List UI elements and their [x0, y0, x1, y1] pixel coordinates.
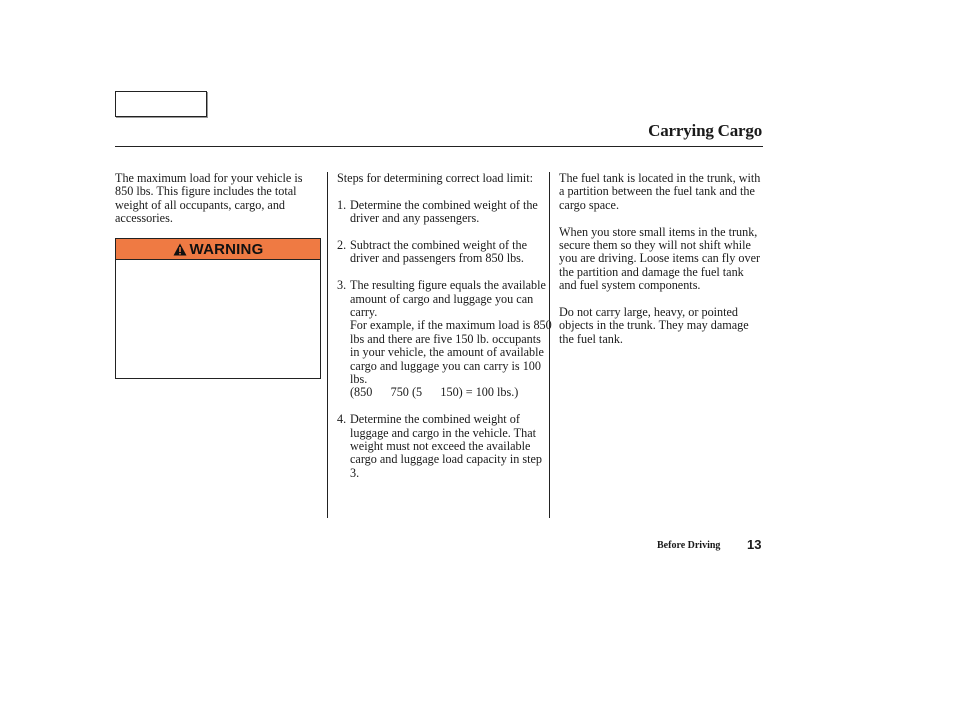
steps-intro: Steps for determining correct load limit:	[337, 171, 533, 185]
fuel-tank-paragraph: The fuel tank is located in the trunk, with a partition between the fuel tank and the cargo space.	[559, 171, 761, 212]
step-item	[337, 199, 552, 226]
step-number: 4.	[337, 412, 347, 427]
header-tab-box	[115, 91, 207, 117]
column-2	[337, 172, 552, 480]
step-text: Subtract the combined weight of the driver and passengers from 850 lbs.	[350, 238, 528, 266]
step-number: 1.	[337, 197, 347, 212]
step-body	[350, 279, 552, 400]
warning-box	[115, 238, 321, 379]
warning-header	[116, 239, 320, 260]
column-divider-1	[327, 172, 328, 518]
column-divider-2	[549, 172, 550, 518]
step-number: 2.	[337, 238, 347, 252]
warning-triangle-icon	[173, 243, 187, 256]
page-title: Carrying Cargo	[648, 121, 762, 140]
max-load-paragraph: The maximum load for your vehicle is 850 lbs. This figure includes the total weight of all occupants, cargo, and accessories.	[115, 171, 303, 226]
warning-label: WARNING	[189, 240, 264, 258]
secure-items-paragraph: When you store small items in the trunk, secure them so they will not shift while you are driving. Loose items can fly over the partition and damage the fuel tank and fuel system components.	[559, 224, 761, 293]
header-divider	[115, 146, 763, 147]
heavy-objects-paragraph: Do not carry large, heavy, or pointed objects in the trunk. They may damage the fuel tank.	[559, 305, 749, 346]
step-number: 3.	[337, 278, 347, 293]
column-3	[559, 172, 764, 346]
footer-section-label: Before Driving	[657, 540, 721, 551]
step-item	[337, 239, 552, 266]
step-text: Determine the combined weight of luggage and cargo in the vehicle. That weight must not exceed the available cargo and luggage load capacity in step 3.	[350, 412, 542, 480]
step-text: Determine the combined weight of the driver and any passengers.	[350, 197, 538, 226]
step-formula: (850 750 (5 150) = 100 lbs.)	[350, 385, 519, 400]
column-1	[115, 172, 320, 226]
page-number: 13	[747, 537, 762, 552]
step-item	[337, 279, 552, 400]
step-example: For example, if the maximum load is 850 lbs and there are five 150 lb. occupants in your vehicle, the amount of available cargo and luggage you can carry is 100 lbs.	[350, 318, 552, 387]
step-text: The resulting figure equals the available amount of cargo and luggage you can carry.	[350, 278, 546, 320]
step-item	[337, 413, 552, 480]
